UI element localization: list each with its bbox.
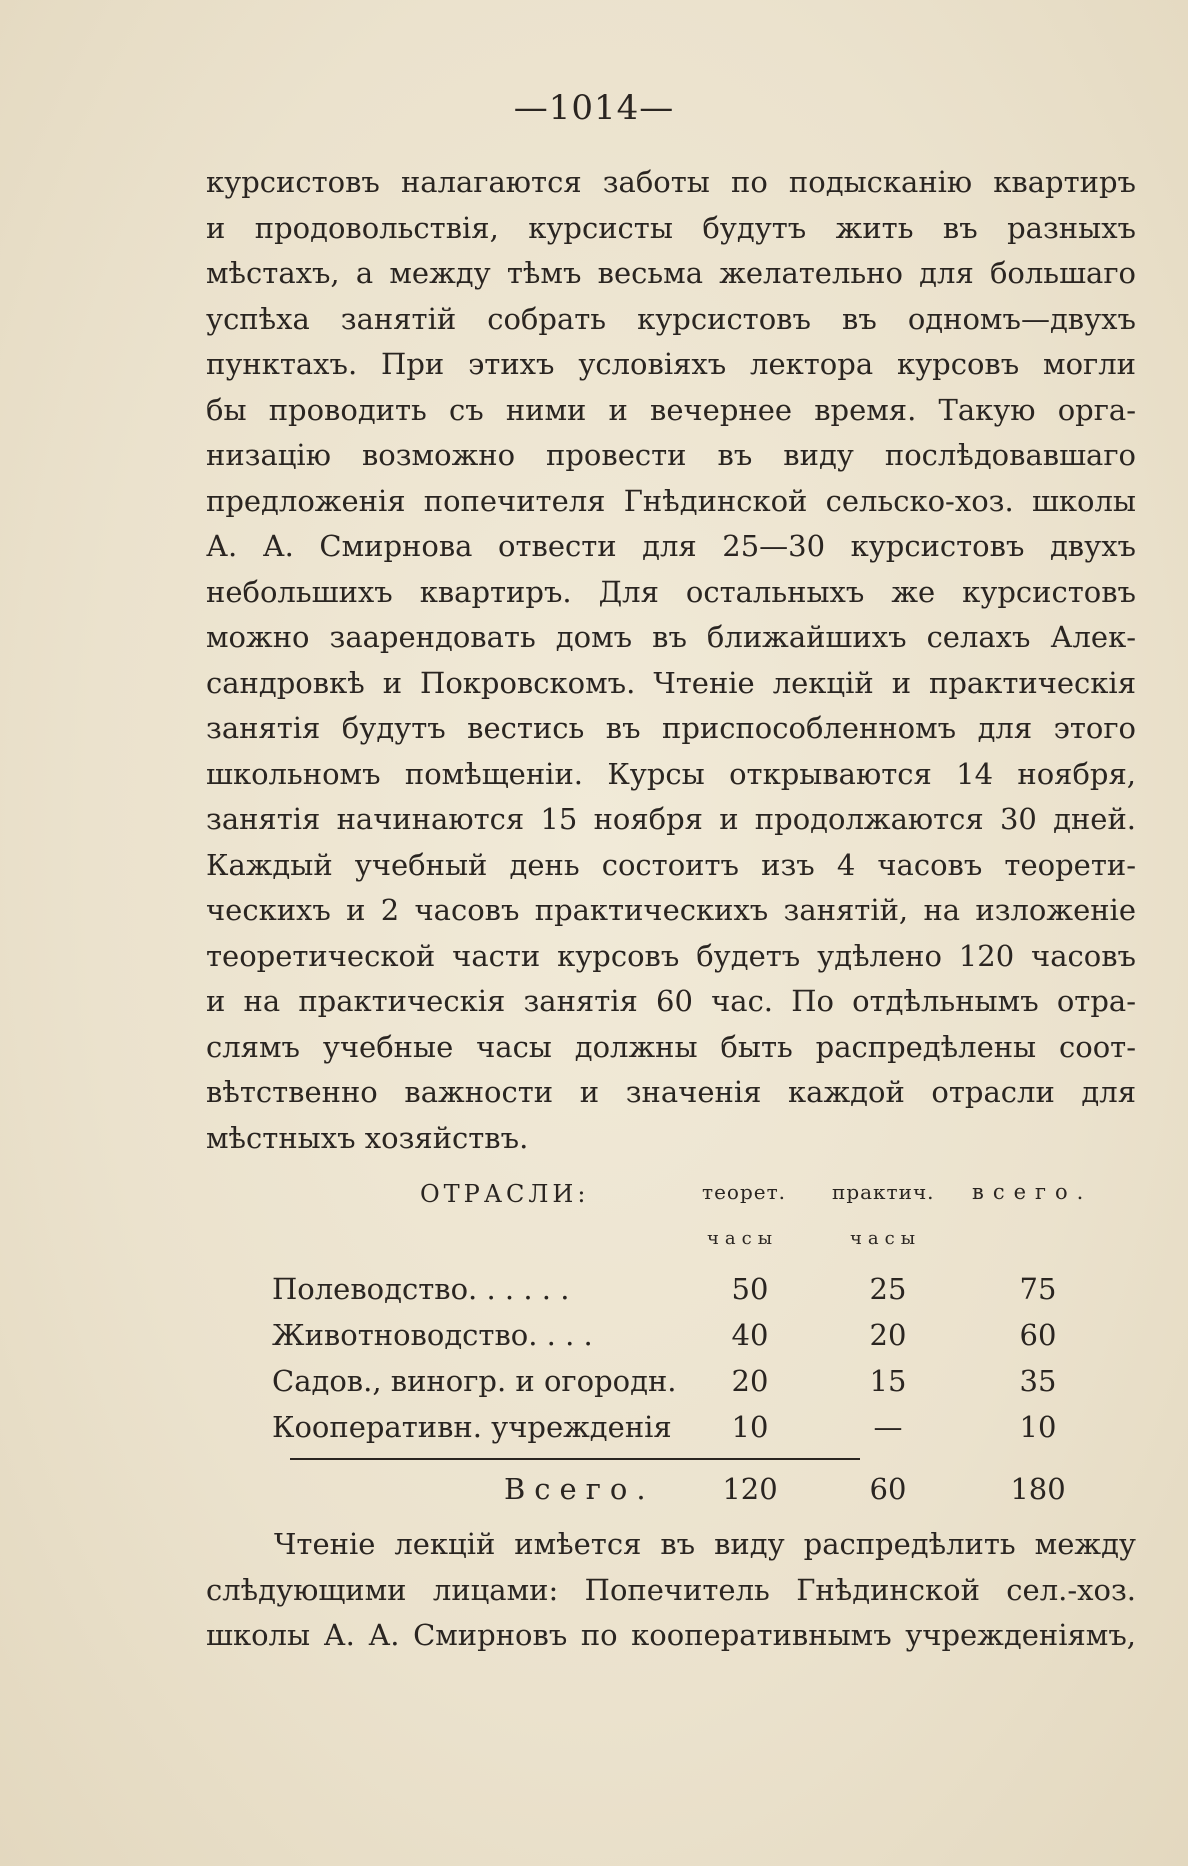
text-line: сандровкѣ и Покровскомъ. Чтеніе лекцій и практическія: [206, 665, 1136, 700]
row-name: Животноводство. . . .: [272, 1318, 593, 1352]
closing-paragraph: [206, 1522, 1136, 1659]
text-line: пунктахъ. При этихъ условіяхъ лектора курсовъ могли: [206, 347, 1136, 381]
row-theoretical: 40: [731, 1318, 769, 1352]
row-practical: 25: [869, 1272, 907, 1306]
text-line: бы проводить съ ними и вечернее время. Такую орга-: [206, 392, 1136, 427]
text-line: А. А. Смирнова отвести для 25—30 курсистовъ двухъ: [206, 529, 1136, 563]
total-total: 180: [1010, 1472, 1066, 1506]
row-total: 10: [1019, 1410, 1057, 1444]
text-line: слямъ учебные часы должны быть распредѣлены соот-: [206, 1029, 1136, 1064]
text-line: слѣдующими лицами: Попечитель Гнѣдинской сел.-хоз.: [206, 1572, 1136, 1607]
row-theoretical: 50: [731, 1272, 769, 1306]
text-line: мѣстахъ, а между тѣмъ весьма желательно для большаго: [206, 256, 1136, 290]
header-practical: практич.: [832, 1180, 935, 1204]
hours-table: [272, 1180, 1132, 1452]
row-practical: 15: [869, 1364, 907, 1398]
body-paragraph: [206, 160, 1136, 1161]
total-theoretical: 120: [722, 1472, 778, 1506]
text-line: теоретической части курсовъ будетъ удѣлено 120 часовъ: [206, 938, 1136, 973]
table-row: [272, 1360, 1132, 1406]
subheader-practical: часы: [850, 1228, 922, 1249]
table-header-row: [272, 1180, 1132, 1224]
text-line: можно заарендовать домъ въ ближайшихъ селахъ Алек-: [206, 620, 1136, 654]
table-row: [272, 1268, 1132, 1314]
subheader-theoretical: часы: [707, 1228, 779, 1249]
text-line: курсистовъ налагаются заботы по подысканію квартиръ: [206, 165, 1136, 199]
text-line: Каждый учебный день состоитъ изъ 4 часовъ теорети-: [206, 847, 1136, 882]
row-theoretical: 20: [731, 1364, 769, 1398]
table-row: [272, 1314, 1132, 1360]
text-line: предложенія попечителя Гнѣдинской сельско-хоз. школы: [206, 483, 1136, 518]
text-line: небольшихъ квартиръ. Для остальныхъ же курсистовъ: [206, 574, 1136, 609]
text-line: и продовольствія, курсисты будутъ жить въ разныхъ: [206, 210, 1136, 245]
row-total: 75: [1019, 1272, 1057, 1306]
text-line: занятія будутъ вестись въ приспособленномъ для этого: [206, 711, 1136, 745]
text-line: низацію возможно провести въ виду послѣдовавшаго: [206, 438, 1136, 472]
row-name: Полеводство. . . . . .: [272, 1272, 570, 1306]
row-practical: 20: [869, 1318, 907, 1352]
row-practical: —: [873, 1410, 903, 1444]
text-line: школы А. А. Смирновъ по кооперативнымъ учрежденіямъ,: [206, 1618, 1136, 1652]
text-line: вѣтственно важности и значенія каждой отрасли для: [206, 1075, 1136, 1109]
total-label: Всего.: [504, 1472, 655, 1506]
text-line: и на практическія занятія 60 час. По отдѣльнымъ отра-: [206, 984, 1136, 1018]
text-line: Чтеніе лекцій имѣется въ виду распредѣлить между: [274, 1527, 1136, 1561]
row-total: 35: [1019, 1364, 1057, 1398]
table-row: [272, 1406, 1132, 1452]
table-total-rule: [290, 1458, 860, 1460]
row-name: Кооперативн. учрежденія: [272, 1410, 672, 1444]
row-theoretical: 10: [731, 1410, 769, 1444]
total-practical: 60: [869, 1472, 907, 1506]
header-sectors: ОТРАСЛИ:: [420, 1180, 590, 1208]
page-number: —1014—: [513, 88, 675, 128]
row-total: 60: [1019, 1318, 1057, 1352]
row-name: Садов., виногр. и огородн.: [272, 1364, 677, 1398]
text-line: мѣстныхъ хозяйствъ.: [206, 1120, 529, 1155]
header-theoretical: теорет.: [702, 1180, 787, 1204]
text-line: школьномъ помѣщеніи. Курсы открываются 14 ноября,: [206, 756, 1136, 791]
table-subheader-row: [272, 1224, 1132, 1268]
text-line: успѣха занятій собрать курсистовъ въ одномъ—двухъ: [206, 301, 1136, 336]
table-total-row: [272, 1468, 1132, 1514]
header-total: всего.: [972, 1180, 1093, 1204]
text-line: занятія начинаются 15 ноября и продолжаются 30 дней.: [206, 802, 1136, 836]
text-line: ческихъ и 2 часовъ практическихъ занятій, на изложеніе: [206, 893, 1136, 927]
